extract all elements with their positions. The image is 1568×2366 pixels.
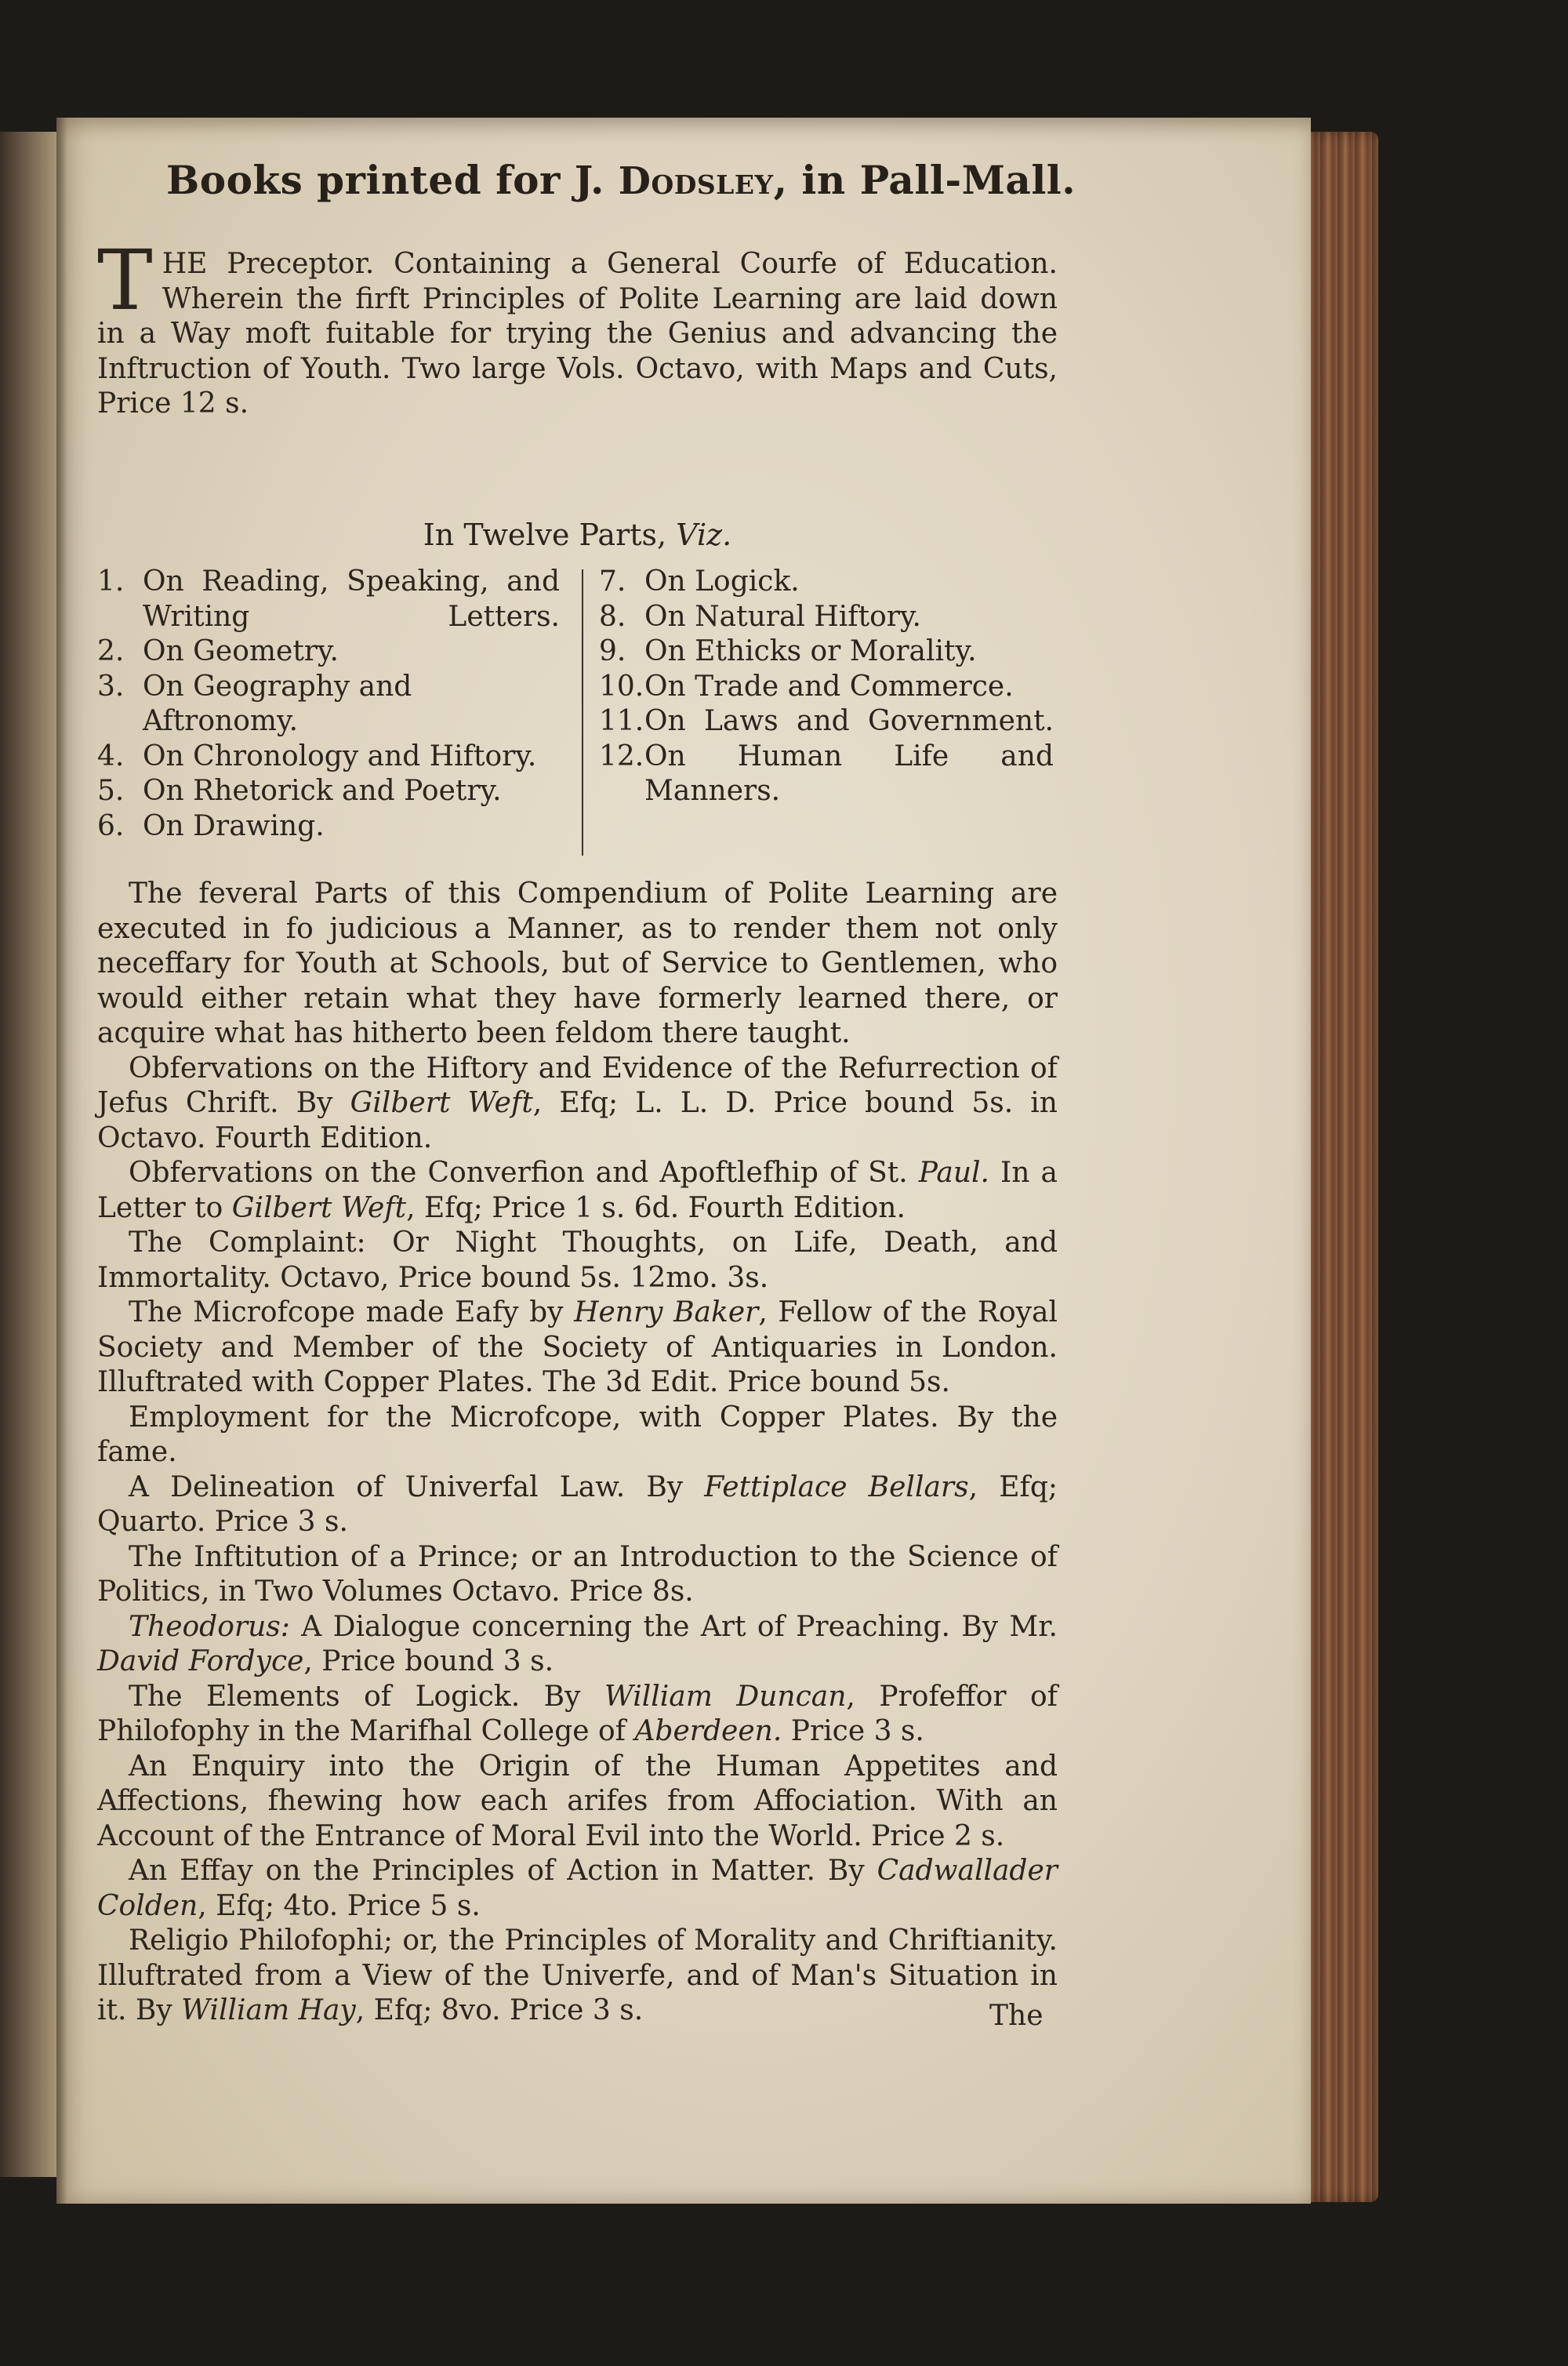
drop-cap: T — [97, 232, 153, 329]
entry-delineation — [97, 1470, 1058, 1540]
part-title: On Rhetorick and Poetry. — [143, 775, 502, 807]
part-title: On Reading, Speaking, and Writing Letters. — [143, 565, 560, 633]
place-name: Aberdeen. — [634, 1715, 782, 1747]
part-title: On Human Life and Manners. — [644, 740, 1054, 807]
part-item — [599, 740, 1054, 809]
author-name: Gilbert Weft — [231, 1191, 407, 1224]
entry-employment: Employment for the Microfcope, with Copper Plates. By the fame. — [97, 1401, 1058, 1468]
intro-paragraph — [97, 232, 1058, 422]
part-item — [97, 774, 560, 809]
part-item — [599, 634, 1054, 670]
intro-text: HE Preceptor. Containing a General Courfe of Education. Wherein the firft Principles of Polite Learning are laid down in a Way moft fuitable for trying the Genius and advancing the Inftruction of Youth. Two large Vols. Octavo, with Maps and Cuts, Price 12 s. — [97, 248, 1058, 420]
entry-text: , Efq; Price 1 s. 6d. Fourth Edition. — [406, 1191, 906, 1224]
part-item — [97, 740, 560, 775]
parts-list — [97, 565, 1058, 874]
catchword: The — [989, 2000, 1044, 2032]
part-item — [599, 670, 1054, 705]
author-name: Gilbert Weft — [350, 1087, 533, 1119]
part-item — [599, 565, 1054, 600]
author-name: Cadwallader Colden — [97, 1855, 1058, 1922]
part-title: On Laws and Government. — [644, 705, 1054, 737]
part-item — [599, 600, 1054, 635]
entry-text: , Efq; 4to. Price 5 s. — [198, 1889, 481, 1922]
author-name: David Fordyce — [97, 1645, 304, 1677]
entry-microscope — [97, 1296, 1058, 1401]
entry-text: Religio Philofophi; or, the Principles of Morality and Chriftianity. Illuftrated from a View of the Univerfe, and of Man's Situation in it. By — [97, 1924, 1058, 2026]
parts-heading-text: In Twelve Parts, — [423, 518, 677, 552]
author-name: Fettiplace Bellars — [704, 1470, 969, 1503]
entry-text: , Price bound 3 s. — [303, 1645, 554, 1677]
entry-text: The Microfcope made Eafy by — [129, 1296, 575, 1328]
left-page-edge — [0, 132, 56, 2177]
part-title: On Geography and Aftronomy. — [143, 670, 412, 737]
entry-text: Price 3 s. — [782, 1715, 924, 1747]
part-number: 1. — [97, 565, 125, 598]
part-number: 4. — [97, 740, 125, 772]
part-number: 7. — [599, 565, 626, 598]
catalogue-entries — [97, 877, 1058, 2029]
entry-complaint: The Complaint: Or Night Thoughts, on Life, Death, and Immortality. Octavo, Price bound 5s. 12mo. 3s. — [97, 1227, 1058, 1294]
entry-text: In a Letter to — [97, 1157, 1058, 1224]
part-title: On Geometry. — [143, 635, 339, 667]
part-title: On Natural Hiftory. — [644, 600, 921, 633]
part-item — [599, 704, 1054, 740]
part-title: On Chronology and Hiftory. — [143, 740, 537, 772]
entry-text: A Delineation of Univerfal Law. By — [129, 1470, 705, 1503]
part-number: 9. — [599, 635, 626, 667]
entry-text: A Dialogue concerning the Art of Preaching. By Mr. — [289, 1610, 1058, 1643]
part-item — [97, 670, 560, 740]
entry-logick — [97, 1680, 1058, 1750]
heading-suffix: , in Pall-Mall. — [773, 157, 1076, 203]
author-name: William Duncan — [604, 1680, 847, 1713]
entry-text: , Efq; Quarto. Price 3 s. — [97, 1470, 1058, 1538]
entry-text: Obfervations on the Hiftory and Evidence of the Refurrection of Jefus Chrift. By — [97, 1052, 1058, 1119]
author-name: Henry Baker — [574, 1296, 759, 1328]
entry-text: , Efq; L. L. D. Price bound 5s. in Octavo. Fourth Edition. — [97, 1087, 1058, 1154]
parts-column-left — [97, 565, 560, 844]
column-divider — [582, 569, 583, 856]
part-number: 8. — [599, 600, 626, 633]
entry-text: Obfervations on the Converfion and Apoftlefhip of St. — [129, 1157, 919, 1189]
entry-essay — [97, 1854, 1058, 1924]
entry-text: , Fellow of the Royal Society and Member of the Society of Antiquaries in London. Illuftrated with Copper Plates. The 3d Edit. Price bound 5s. — [97, 1296, 1058, 1398]
entry-resurrection — [97, 1052, 1058, 1157]
part-title: On Trade and Commerce. — [644, 670, 1014, 703]
right-page-edges — [1303, 132, 1378, 2202]
part-item — [97, 565, 560, 634]
part-number: 3. — [97, 670, 125, 703]
part-item — [97, 809, 560, 845]
author-name: William Hay — [181, 1994, 356, 2026]
heading-prefix: Books printed for J. — [166, 157, 619, 203]
heading-publisher: Dodsley — [618, 159, 774, 203]
entry-institution: The Inftitution of a Prince; or an Introduction to the Science of Politics, in Two Volumes Octavo. Price 8s. — [97, 1540, 1058, 1608]
entry-text: An Effay on the Principles of Action in Matter. By — [129, 1855, 877, 1887]
part-number: 6. — [97, 809, 125, 842]
parts-heading-viz: Viz. — [676, 518, 732, 552]
part-number: 11. — [599, 705, 644, 737]
book-title: Theodorus: — [129, 1610, 290, 1643]
entry-text: The Elements of Logick. By — [129, 1680, 604, 1713]
part-number: 10. — [599, 670, 644, 703]
part-number: 5. — [97, 775, 125, 807]
entry-theodorus — [97, 1610, 1058, 1680]
part-number: 2. — [97, 635, 125, 667]
part-title: On Logick. — [644, 565, 800, 598]
page-heading — [166, 157, 1076, 204]
part-title: On Drawing. — [143, 809, 325, 842]
parts-heading — [97, 518, 1058, 552]
part-item — [97, 634, 560, 670]
saint-name: Paul. — [918, 1157, 989, 1189]
part-title: On Ethicks or Morality. — [644, 635, 977, 667]
gutter-shadow — [56, 118, 67, 2204]
entry-text: , Efq; 8vo. Price 3 s. — [355, 1994, 644, 2026]
entry-compendium: The feveral Parts of this Compendium of Polite Learning are executed in fo judicious a Manner, as to render them not only neceffary for Youth at Schools, but of Service to Gentlemen, who would either retain what they have formerly learned there, or acquire what has hitherto been feldom there taught. — [97, 878, 1058, 1049]
entry-conversion — [97, 1156, 1058, 1226]
part-number: 12. — [599, 740, 644, 772]
entry-enquiry: An Enquiry into the Origin of the Human Appetites and Affections, fhewing how each arifes from Affociation. With an Account of the Entrance of Moral Evil into the World. Price 2 s. — [97, 1750, 1058, 1852]
entry-religio — [97, 1924, 1058, 2029]
parts-column-right — [599, 565, 1054, 809]
entry-text: , Profeffor of Philofophy in the Marifhal College of — [97, 1680, 1058, 1747]
